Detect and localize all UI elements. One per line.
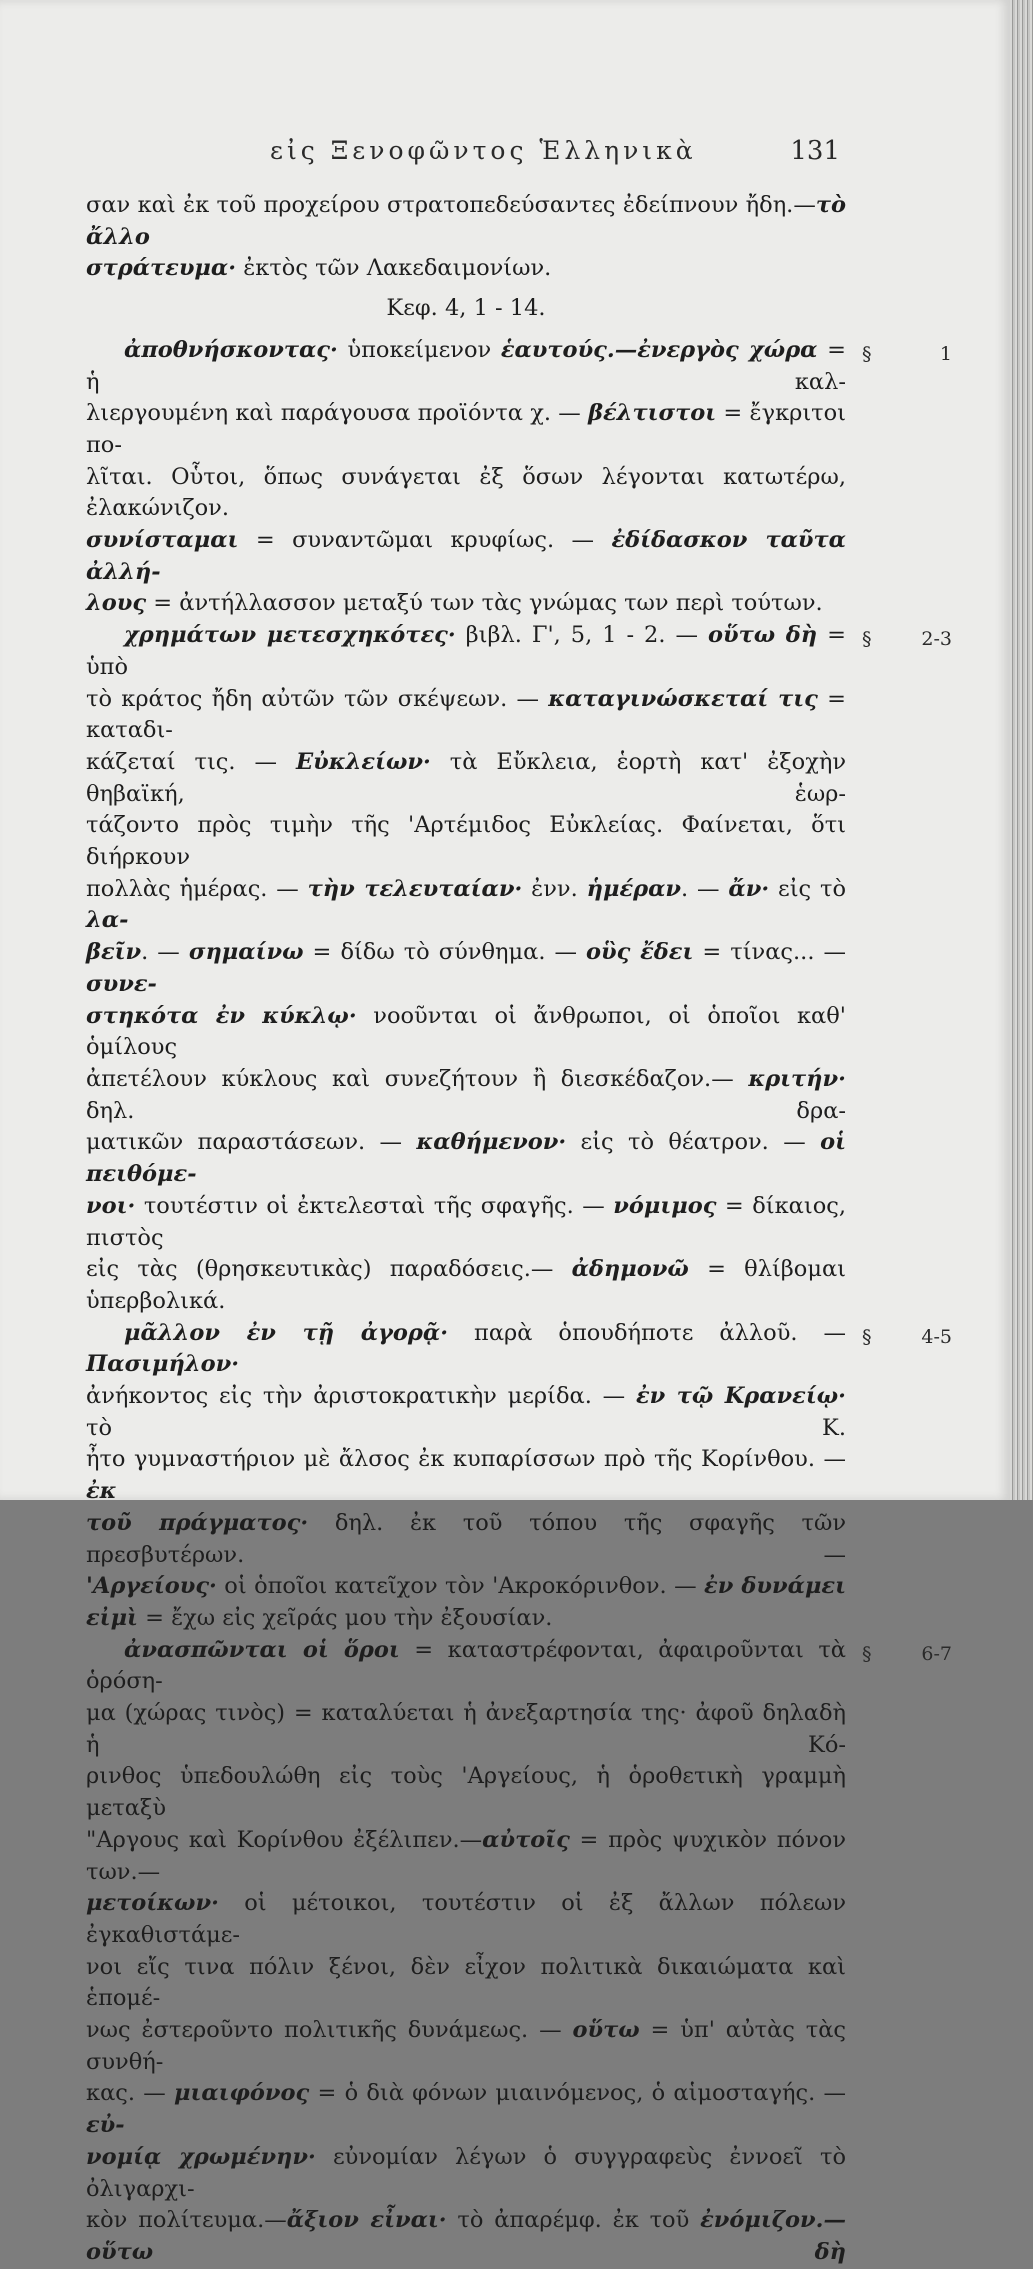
running-title: εἰς Ξενοφῶντος Ἑλληνικὰ [270, 136, 697, 165]
text-line: νοι· τουτέστιν οἱ ἐκτελεσταὶ τῆς σφαγῆς. — νόμιμος = δίκαιος, πιστὸς [86, 1192, 846, 1251]
text-line: ματικῶν παραστάσεων. — καθήμενον· εἰς τὸ θέατρον. — οἱ πειθόμε- [86, 1129, 846, 1188]
page-number: 131 [790, 136, 840, 166]
text-line: στράτευμα· ἐκτὸς τῶν Λακεδαιμονίων. [86, 255, 552, 282]
page-edge [1010, 0, 1033, 1500]
running-header [270, 136, 840, 165]
text-line: λιεργουμένη καὶ παράγουσα προϊόντα χ. — βέλτιστοι = ἔγκριτοι πο- [86, 400, 846, 458]
text-line: μα (χώρας τινὸς) = καταλύεται ἡ ἀνεξαρτησία της· ἀφοῦ δηλαδὴ ἡ Κό- [86, 1700, 846, 1758]
section-note-1: § 1 [862, 342, 952, 365]
text-line: εἰμὶ = ἔχω εἰς χεῖράς μου τὴν ἐξουσίαν. [86, 1604, 553, 1631]
text-line: χρημάτων μετεσχηκότες· βιβλ. Γ', 5, 1 - 2. — οὕτω δὴ = ὑπὸ § 2-3 [86, 622, 952, 680]
text-line: 'Αργείους· οἱ ὁποῖοι κατεῖχον τὸν 'Ακροκόρινθον. — ἐν δυνάμει [86, 1573, 847, 1600]
text-line: ἀνήκοντος εἰς τὴν ἀριστοκρατικὴν μερίδα. — ἐν τῷ Κρανείῳ· τὸ Κ. [86, 1383, 846, 1441]
text-line: βεῖν. — σημαίνω = δίδω τὸ σύνθημα. — οὓς ἔδει = τίνας... — συνε- [86, 939, 847, 997]
text-line: "Αργους καὶ Κορίνθου ἐξέλιπεν.—αὐτοῖς = πρὸς ψυχικὸν πόνον των.— [86, 1826, 846, 1885]
text-line: ἀπετέλουν κύκλους καὶ συνεζήτουν ἢ διεσκέδαζον.— κριτήν· δηλ. δρα- [86, 1065, 846, 1124]
body-text [86, 190, 952, 2269]
text-line: τάζοντο πρὸς τιμὴν τῆς 'Αρτέμιδος Εὐκλείας. Φαίνεται, ὅτι διήρκουν [86, 812, 846, 871]
section-note-6-7: § 6-7 [862, 1642, 952, 1665]
text-line: νως ἐστεροῦντο πολιτικῆς δυνάμεως. — οὕτω = ὑπ' αὐτὰς τὰς συνθή- [86, 2017, 846, 2075]
text-line: κας. — μιαιφόνος = ὁ διὰ φόνων μιαινόμενος, ὁ αἱμοσταγής. — εὐ- [86, 2080, 846, 2139]
text-line: τὸ κράτος ἤδη αὐτῶν τῶν σκέψεων. — καταγινώσκεταί τις = καταδι- [86, 685, 846, 744]
text-line: ἦτο γυμναστήριον μὲ ἄλσος ἐκ κυπαρίσσων πρὸ τῆς Κορίνθου. — ἐκ [86, 1446, 846, 1505]
text-line: μετοίκων· οἱ μέτοικοι, τουτέστιν οἱ ἐξ ἄλλων πόλεων ἐγκαθιστάμε- [86, 1890, 846, 1948]
section-note-4-5: § 4-5 [862, 1325, 952, 1348]
text-line: εἰς τὰς (θρησκευτικὰς) παραδόσεις.— ἀδημονῶ = θλίβομαι ὑπερβολικά. [86, 1256, 846, 1314]
text-line: τοῦ πράγματος· δηλ. ἐκ τοῦ τόπου τῆς σφαγῆς τῶν πρεσβυτέρων. — [86, 1509, 847, 1568]
text-line: συνίσταμαι = συναντῶμαι κρυφίως. — ἐδίδασκον ταῦτα ἀλλή- [86, 527, 847, 585]
text-line: κάζεταί τις. — Εὐκλείων· τὰ Εὔκλεια, ἑορτὴ κατ' ἐξοχὴν θηβαϊκή, ἑωρ- [86, 748, 846, 807]
text-line: λῖται. Οὗτοι, ὅπως συνάγεται ἐξ ὅσων λέγονται κατωτέρω, ἐλακώνιζον. [86, 463, 846, 522]
text-line: στηκότα ἐν κύκλῳ· νοοῦνται οἱ ἄνθρωποι, οἱ ὁποῖοι καθ' ὁμίλους [86, 1002, 846, 1061]
chapter-heading: Κεφ. 4, 1 - 14. [386, 295, 546, 322]
text-line: ἀνασπῶνται οἱ ὅροι = καταστρέφονται, ἀφαιροῦνται τὰ ὁρόση- § 6-7 [86, 1636, 952, 1695]
text-line: νομίᾳ χρωμένην· εὐνομίαν λέγων ὁ συγγραφεὺς ἐννοεῖ τὸ ὀλιγαρχι- [86, 2143, 846, 2202]
text-line: πολλὰς ἡμέρας. — τὴν τελευταίαν· ἐνν. ἡμέραν. — ἄν· εἰς τὸ λα- [86, 875, 846, 934]
text-line: μᾶλλον ἐν τῇ ἀγορᾷ· παρὰ ὁπουδήποτε ἀλλοῦ. — Πασιμήλον· § 4-5 [86, 1319, 952, 1378]
text-line: λους = ἀντήλλασσον μεταξύ των τὰς γνώμας των περὶ τούτων. [86, 590, 823, 617]
text-line: ἀποθνήσκοντας· ὑποκείμενον ἑαυτούς.—ἐνεργὸς χώρα = ἡ καλ- § 1 [86, 336, 952, 395]
text-line: ρινθος ὑπεδουλώθη εἰς τοὺς 'Αργείους, ἡ ὁροθετικὴ γραμμὴ μεταξὺ [86, 1763, 846, 1822]
text-line: σαν καὶ ἐκ τοῦ προχείρου στρατοπεδεύσαντες ἐδείπνουν ἤδη.—τὸ ἄλλο [86, 192, 846, 250]
section-note-2-3: § 2-3 [862, 628, 952, 651]
text-line: κὸν πολίτευμα.—ἄξιον εἶναι· τὸ ἀπαρέμφ. ἐκ τοῦ ἐνόμιζον.—οὕτω δὴ [86, 2207, 846, 2265]
text-line: νοι εἴς τινα πόλιν ξένοι, δὲν εἶχον πολιτικὰ δικαιώματα καὶ ἑπομέ- [86, 1953, 846, 2012]
